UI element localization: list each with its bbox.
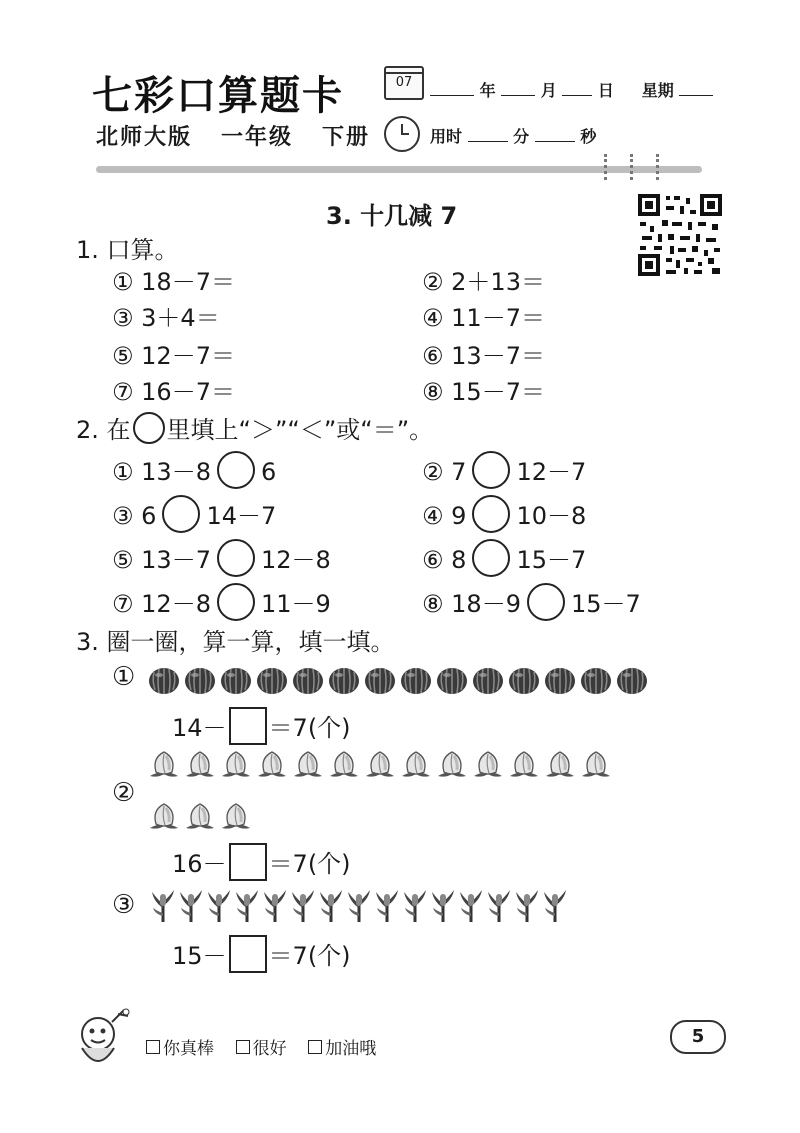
peach-icon[interactable] [436, 748, 468, 780]
section-2-heading-pre: 2. 在 [76, 416, 131, 444]
equation-left: 14－ [172, 714, 227, 742]
problem-expression: 2＋13＝ [451, 268, 545, 296]
decorative-ticks [604, 154, 674, 184]
oral-problem [422, 262, 545, 297]
problem-number: ⑦ [112, 378, 142, 406]
problem-number: ① [112, 458, 142, 486]
problem-number: ⑤ [112, 546, 142, 574]
watermelon-icon[interactable] [220, 664, 252, 696]
edition-line [96, 120, 370, 151]
right-expression: 6 [260, 458, 277, 486]
corn-plant-icon[interactable] [290, 888, 316, 922]
problem-number: ⑧ [422, 378, 452, 406]
date-line [430, 78, 713, 101]
left-expression: 13－7 [141, 546, 211, 574]
comparison-problem [112, 584, 331, 624]
problem-expression: 3＋4＝ [141, 304, 220, 332]
peach-icon[interactable] [400, 748, 432, 780]
minutes-label: 分 [513, 127, 530, 146]
equation [172, 936, 351, 976]
problem-number: ④ [422, 502, 452, 530]
problem-number: ③ [112, 304, 142, 332]
comparison-problem [422, 540, 586, 580]
corn-plant-row [150, 888, 568, 922]
equation-right: ＝7(个) [268, 714, 351, 742]
corn-plant-icon[interactable] [430, 888, 456, 922]
brand-title: 七彩口算题卡 [92, 72, 344, 119]
edition-label: 北师大版 [96, 125, 193, 150]
lesson-title: 3. 十几减 7 [326, 202, 458, 230]
watermelon-icon[interactable] [364, 664, 396, 696]
answer-box[interactable] [229, 707, 267, 745]
watermelon-icon[interactable] [256, 664, 288, 696]
right-expression: 14－7 [206, 502, 277, 530]
problem-expression: 18－7＝ [141, 268, 235, 296]
corn-plant-icon[interactable] [262, 888, 288, 922]
section-2-heading-post: 里填上“＞”“＜”或“＝”。 [166, 416, 434, 444]
peach-icon[interactable] [328, 748, 360, 780]
equation [172, 708, 351, 748]
corn-plant-icon[interactable] [458, 888, 484, 922]
peach-icon[interactable] [544, 748, 576, 780]
problem-number: ⑥ [422, 342, 452, 370]
comparison-circle[interactable] [217, 451, 255, 489]
section-2-heading [76, 410, 433, 447]
oral-problem [112, 372, 235, 407]
problem-expression: 13－7＝ [451, 342, 545, 370]
right-expression: 15－7 [516, 546, 587, 574]
watermelon-icon[interactable] [580, 664, 612, 696]
corn-plant-icon[interactable] [178, 888, 204, 922]
problem-expression: 16－7＝ [141, 378, 235, 406]
time-label: 用时 [430, 127, 463, 146]
oral-problem [112, 262, 235, 297]
right-expression: 12－8 [260, 546, 331, 574]
comparison-problem [112, 496, 276, 536]
comparison-problem [112, 540, 331, 580]
section-1-heading: 1. 口算。 [76, 236, 179, 264]
equation-right: ＝7(个) [268, 850, 351, 878]
peach-icon[interactable] [148, 800, 180, 832]
seconds-label: 秒 [580, 127, 597, 146]
peach-row [148, 748, 614, 780]
corn-plant-icon[interactable] [402, 888, 428, 922]
problem-number: ⑤ [112, 342, 142, 370]
month-label: 月 [540, 81, 557, 100]
watermelon-row [148, 664, 650, 696]
grade-label: 一年级 [221, 125, 294, 150]
left-expression: 9 [451, 502, 467, 530]
peach-icon[interactable] [184, 800, 216, 832]
qr-code-icon[interactable] [636, 192, 724, 278]
rating-label: 加油哦 [325, 1039, 377, 1059]
watermelon-icon[interactable] [472, 664, 504, 696]
corn-plant-icon[interactable] [374, 888, 400, 922]
corn-plant-icon[interactable] [346, 888, 372, 922]
equation-right: ＝7(个) [268, 942, 351, 970]
problem-number: ⑦ [112, 590, 142, 618]
left-expression: 8 [451, 546, 467, 574]
month-blank[interactable] [501, 81, 535, 96]
peach-icon[interactable] [364, 748, 396, 780]
watermelon-icon[interactable] [400, 664, 432, 696]
corn-plant-icon[interactable] [318, 888, 344, 922]
problem-expression: 12－7＝ [141, 342, 235, 370]
right-expression: 11－9 [260, 590, 331, 618]
problem-number: ⑧ [422, 590, 452, 618]
problem-number: ② [422, 268, 452, 296]
watermelon-icon[interactable] [148, 664, 180, 696]
corn-plant-icon[interactable] [514, 888, 540, 922]
term-label: 下册 [322, 125, 371, 150]
comparison-problem [422, 452, 586, 492]
watermelon-icon[interactable] [292, 664, 324, 696]
watermelon-icon[interactable] [508, 664, 540, 696]
peach-icon[interactable] [184, 748, 216, 780]
minutes-blank[interactable] [468, 127, 508, 142]
year-label: 年 [479, 81, 496, 100]
problem-expression: 15－7＝ [451, 378, 545, 406]
section-3-heading: 3. 圈一圈，算一算，填一填。 [76, 628, 395, 656]
comparison-problem [422, 584, 641, 624]
peach-icon[interactable] [580, 748, 612, 780]
comparison-problem [112, 452, 276, 492]
mascot-icon [68, 1004, 138, 1074]
seconds-blank[interactable] [535, 127, 575, 142]
item-number: ① [112, 662, 136, 692]
calendar-number: 07 [395, 75, 413, 90]
corn-plant-icon[interactable] [542, 888, 568, 922]
corn-plant-icon[interactable] [486, 888, 512, 922]
day-blank[interactable] [562, 81, 592, 96]
equation [172, 844, 351, 884]
comparison-circle[interactable] [217, 583, 255, 621]
item-number: ② [112, 778, 136, 808]
comparison-circle[interactable] [217, 539, 255, 577]
left-expression: 7 [451, 458, 467, 486]
corn-plant-icon[interactable] [234, 888, 260, 922]
problem-number: ② [422, 458, 452, 486]
equation-left: 15－ [172, 942, 227, 970]
left-expression: 13－8 [141, 458, 211, 486]
calendar-icon [384, 66, 424, 100]
left-expression: 18－9 [451, 590, 521, 618]
checkbox[interactable] [146, 1040, 160, 1054]
comparison-circle[interactable] [472, 539, 510, 577]
rating-option-good[interactable] [236, 1039, 287, 1059]
rating-label: 很好 [252, 1039, 287, 1059]
peach-icon[interactable] [508, 748, 540, 780]
peach-icon[interactable] [220, 748, 252, 780]
item-number: ③ [112, 890, 136, 920]
right-expression: 10－8 [516, 502, 587, 530]
watermelon-icon[interactable] [184, 664, 216, 696]
peach-icon[interactable] [220, 800, 252, 832]
problem-number: ③ [112, 502, 142, 530]
right-expression: 15－7 [570, 590, 641, 618]
corn-plant-icon[interactable] [150, 888, 176, 922]
rating-options [146, 1034, 376, 1059]
comparison-circle-sample [133, 412, 165, 444]
comparison-problem [422, 496, 586, 536]
problem-number: ⑥ [422, 546, 452, 574]
comparison-circle[interactable] [472, 451, 510, 489]
oral-problem [112, 336, 235, 371]
comparison-circle[interactable] [162, 495, 200, 533]
peach-icon[interactable] [256, 748, 288, 780]
problem-number: ④ [422, 304, 452, 332]
peach-row [148, 800, 254, 832]
day-label: 日 [597, 81, 614, 100]
watermelon-icon[interactable] [436, 664, 468, 696]
oral-problem [422, 336, 545, 371]
oral-problem [422, 298, 545, 333]
time-line [430, 124, 596, 147]
rating-option-keep-going[interactable] [308, 1039, 376, 1059]
rating-label: 你真棒 [163, 1039, 214, 1059]
year-blank[interactable] [430, 81, 474, 96]
watermelon-icon[interactable] [544, 664, 576, 696]
problem-expression: 11－7＝ [451, 304, 545, 332]
oral-problem [112, 298, 220, 333]
problem-number: ① [112, 268, 142, 296]
page-number: 5 [670, 1020, 726, 1054]
peach-icon[interactable] [292, 748, 324, 780]
comparison-circle[interactable] [472, 495, 510, 533]
corn-plant-icon[interactable] [206, 888, 232, 922]
weekday-blank[interactable] [679, 81, 713, 96]
comparison-circle[interactable] [527, 583, 565, 621]
checkbox[interactable] [308, 1040, 322, 1054]
peach-icon[interactable] [148, 748, 180, 780]
answer-box[interactable] [229, 843, 267, 881]
oral-problem [422, 372, 545, 407]
peach-icon[interactable] [472, 748, 504, 780]
equation-left: 16－ [172, 850, 227, 878]
answer-box[interactable] [229, 935, 267, 973]
right-expression: 12－7 [516, 458, 587, 486]
left-expression: 6 [141, 502, 157, 530]
rating-option-great[interactable] [146, 1039, 214, 1059]
watermelon-icon[interactable] [616, 664, 648, 696]
left-expression: 12－8 [141, 590, 211, 618]
checkbox[interactable] [236, 1040, 250, 1054]
clock-icon [384, 116, 420, 152]
weekday-label: 星期 [641, 81, 674, 100]
watermelon-icon[interactable] [328, 664, 360, 696]
